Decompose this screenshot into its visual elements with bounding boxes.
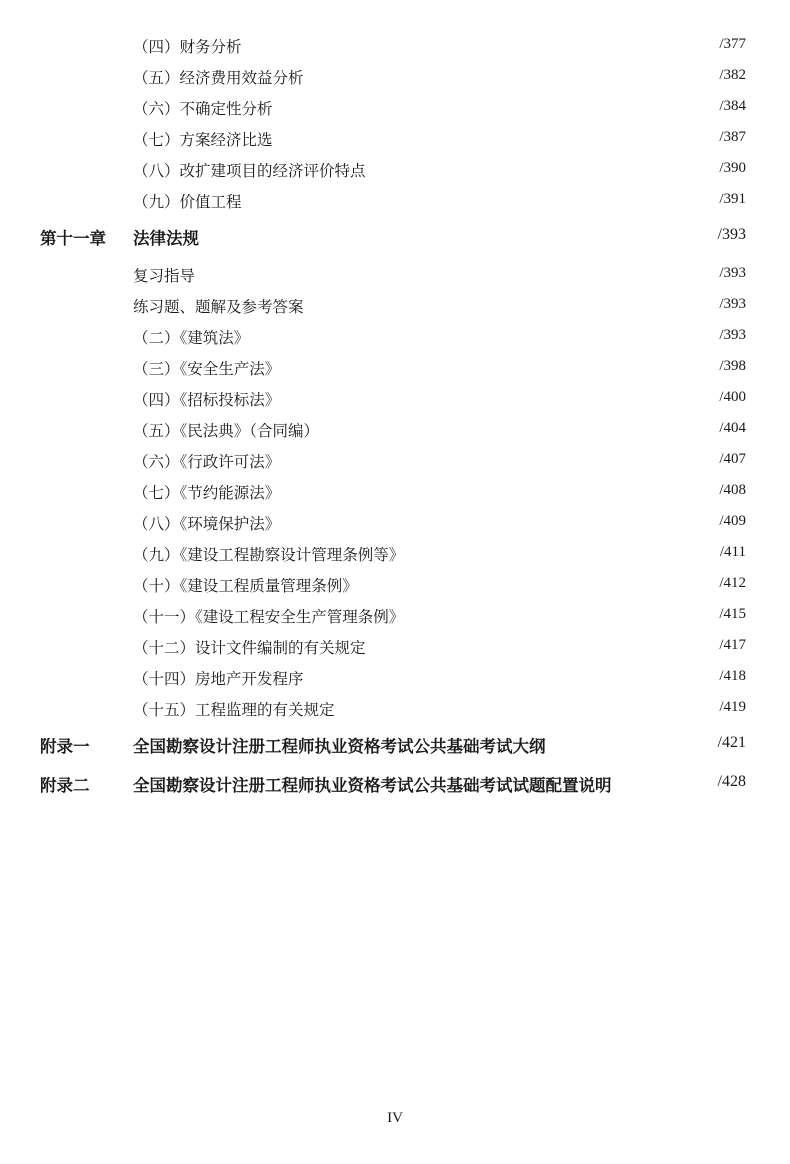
toc-entry-page: /393 [719,327,746,343]
appendix-title: 全国勘察设计注册工程师执业资格考试公共基础考试试题配置说明 [133,776,612,795]
toc-entry-title: （二）《建筑法》 [133,329,250,347]
toc-entry-page: /408 [719,482,746,498]
toc-entry[interactable] [0,61,790,92]
toc-entry-page: /412 [719,575,746,591]
toc-entry-title: （四）《招标投标法》 [133,391,281,409]
toc-entry-title: （六）不确定性分析 [133,100,273,118]
toc-entry-title: （三）《安全生产法》 [133,360,281,378]
toc-entry[interactable] [0,92,790,123]
table-of-contents [0,30,790,802]
toc-entry[interactable] [0,352,790,383]
toc-entry[interactable] [0,30,790,61]
toc-entry-page: /419 [719,699,746,715]
toc-entry[interactable] [0,507,790,538]
toc-entry-page: /417 [719,637,746,653]
toc-entry-page: /384 [719,98,746,114]
toc-entry-page: /387 [719,129,746,145]
toc-entry-page: /393 [719,296,746,312]
chapter-title: 法律法规 [133,229,199,248]
toc-entry[interactable] [0,123,790,154]
toc-entry-title: （八）《环境保护法》 [133,515,281,533]
toc-entry[interactable] [0,538,790,569]
toc-entry-page: /382 [719,67,746,83]
toc-entry[interactable] [0,662,790,693]
appendix-title: 全国勘察设计注册工程师执业资格考试公共基础考试大纲 [133,737,546,756]
appendix-number: 附录二 [40,776,90,795]
toc-entry-title: （九）《建设工程勘察设计管理条例等》 [133,546,405,564]
toc-appendix-2[interactable] [0,763,790,802]
toc-group-chapter11 [0,259,790,724]
toc-entry-page: /418 [719,668,746,684]
toc-entry-page: /404 [719,420,746,436]
appendix-page: /428 [717,773,746,790]
toc-entry-title: （七）《节约能源法》 [133,484,281,502]
appendix-page: /421 [717,734,746,751]
toc-entry-title: （六）《行政许可法》 [133,453,281,471]
toc-entry[interactable] [0,693,790,724]
toc-entry-page: /393 [719,265,746,281]
toc-entry[interactable] [0,154,790,185]
toc-chapter-11[interactable] [0,216,790,255]
toc-entry-title: 复习指导 [133,267,196,285]
toc-entry-page: /411 [719,544,746,560]
toc-entry[interactable] [0,445,790,476]
toc-entry[interactable] [0,600,790,631]
toc-entry[interactable] [0,185,790,216]
toc-entry-title: （十五）工程监理的有关规定 [133,701,335,719]
toc-entry[interactable] [0,321,790,352]
toc-entry-title: （十一）《建设工程安全生产管理条例》 [133,608,405,626]
page-number: IV [387,1110,403,1126]
toc-entry[interactable] [0,383,790,414]
toc-entry-title: （八）改扩建项目的经济评价特点 [133,162,366,180]
chapter-page: /393 [717,226,746,243]
toc-entry-title: 练习题、题解及参考答案 [133,298,304,316]
toc-entry[interactable] [0,476,790,507]
toc-entry[interactable] [0,414,790,445]
appendix-number: 附录一 [40,737,90,756]
toc-appendix-1[interactable] [0,724,790,763]
toc-entry-title: （七）方案经济比选 [133,131,273,149]
toc-entry[interactable] [0,631,790,662]
toc-entry-page: /390 [719,160,746,176]
toc-entry-page: /407 [719,451,746,467]
toc-entry-page: /409 [719,513,746,529]
toc-entry[interactable] [0,290,790,321]
toc-group-chapter10-continued [0,30,790,216]
toc-entry-page: /391 [719,191,746,207]
toc-entry-title: （九）价值工程 [133,193,242,211]
toc-entry-title: （四）财务分析 [133,38,242,56]
toc-entry-title: （十四）房地产开发程序 [133,670,304,688]
toc-entry-title: （十）《建设工程质量管理条例》 [133,577,358,595]
toc-entry[interactable] [0,569,790,600]
toc-entry-page: /400 [719,389,746,405]
toc-entry-page: /398 [719,358,746,374]
toc-entry-page: /377 [719,36,746,52]
chapter-number: 第十一章 [40,229,106,248]
toc-entry-page: /415 [719,606,746,622]
toc-entry-title: （五）《民法典》（合同编） [133,422,320,440]
toc-entry-title: （五）经济费用效益分析 [133,69,304,87]
toc-entry[interactable] [0,259,790,290]
toc-entry-title: （十二）设计文件编制的有关规定 [133,639,366,657]
